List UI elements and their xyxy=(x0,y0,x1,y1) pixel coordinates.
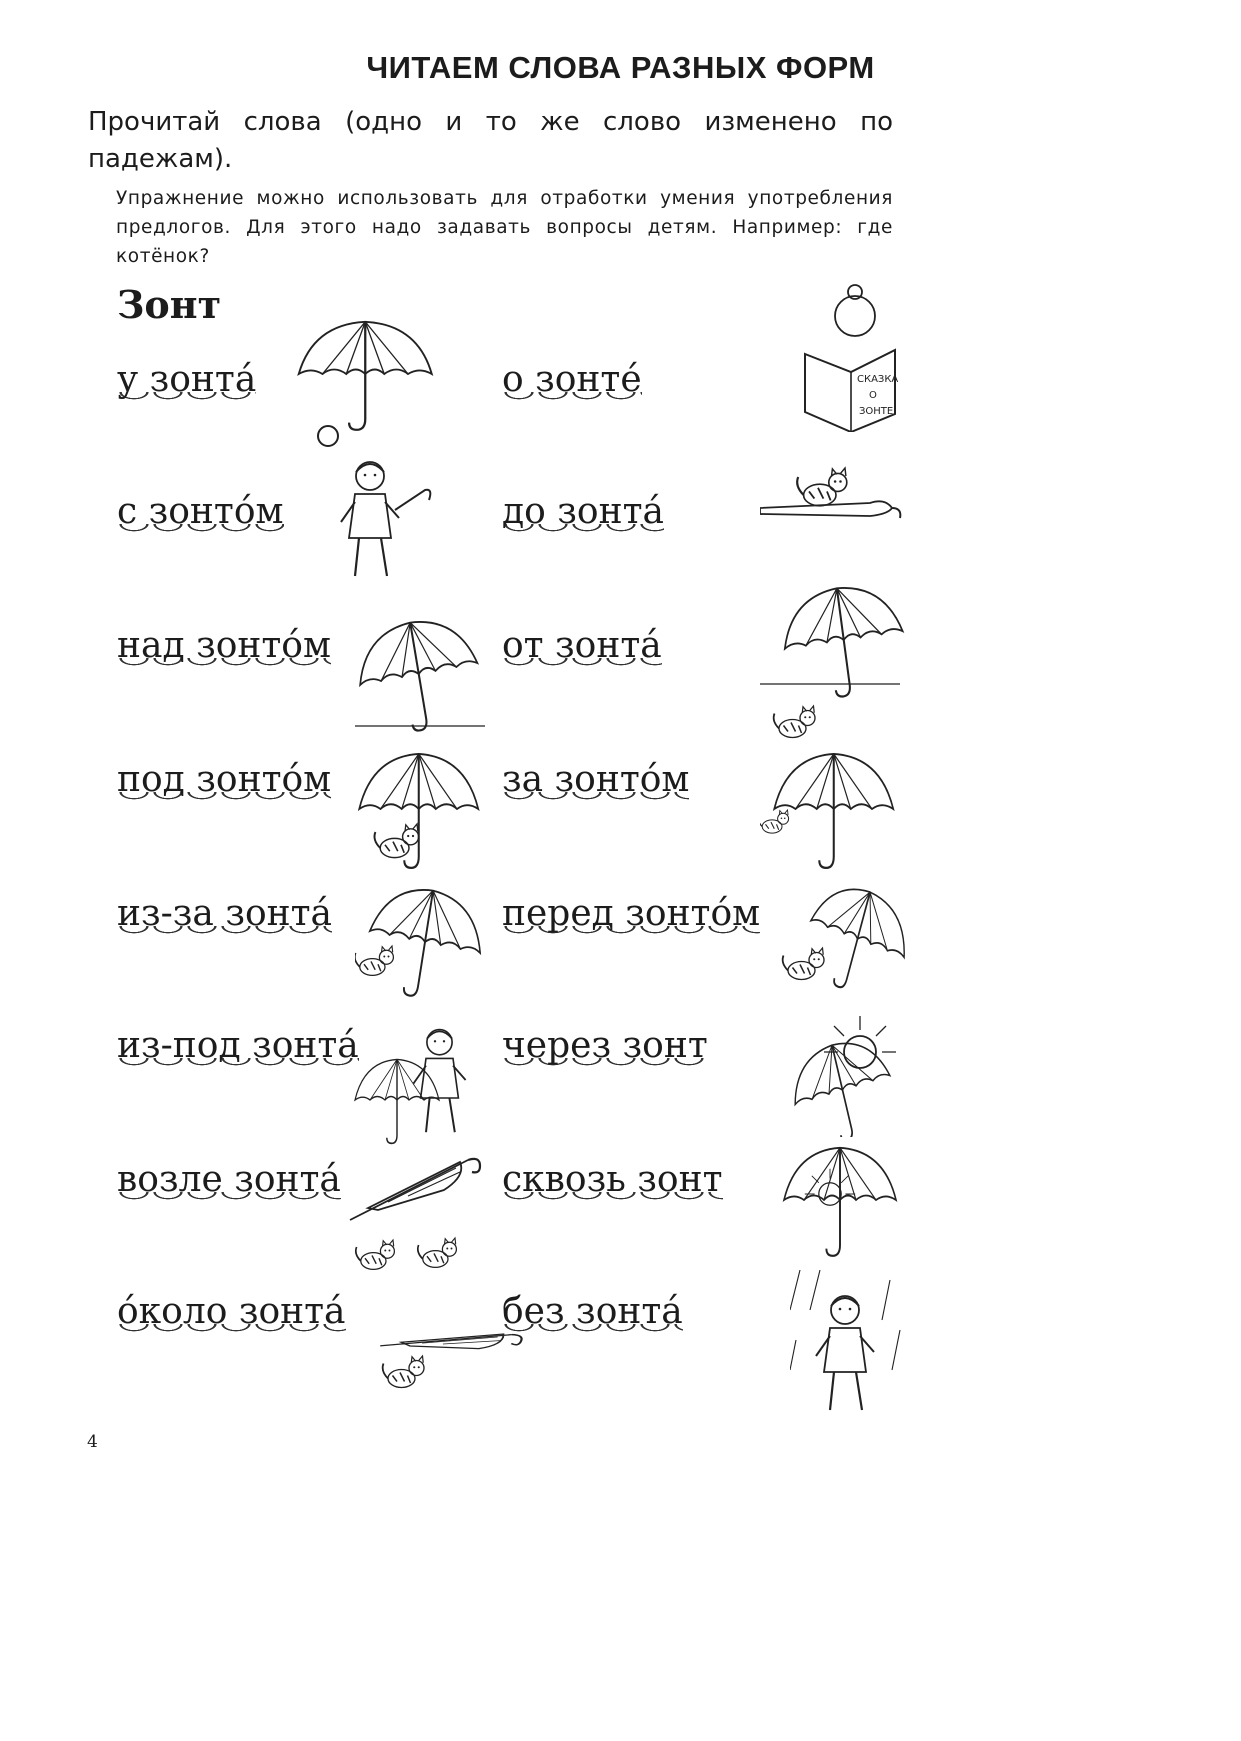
phrase-right-3 xyxy=(502,624,662,672)
phrase-text: возле зонта́ xyxy=(117,1158,341,1206)
phrase-right-1 xyxy=(502,358,642,406)
phrase-right-7 xyxy=(502,1158,723,1206)
kitten-on-closed-umbrella-icon xyxy=(760,458,905,568)
phrase-text: без зонта́ xyxy=(502,1290,683,1338)
kitten-in-front-of-umbrella-icon xyxy=(775,888,915,1008)
phrase-left-6 xyxy=(117,1024,359,1072)
phrase-left-7 xyxy=(117,1158,341,1206)
umbrella-with-ball-icon xyxy=(290,318,440,448)
phrase-text: от зонта́ xyxy=(502,624,662,672)
phrase-text: до зонта́ xyxy=(502,490,664,538)
phrase-text: о зонте́ xyxy=(502,358,642,406)
phrase-text: у зонта́ xyxy=(117,358,256,406)
phrase-text: из-за зонта́ xyxy=(117,892,332,940)
phrase-text: над зонто́м xyxy=(117,624,331,672)
kitten-running-from-umbrella-icon xyxy=(760,586,910,746)
phrase-text: сквозь зонт xyxy=(502,1158,723,1206)
phrase-text: перед зонто́м xyxy=(502,892,760,940)
phrase-left-2 xyxy=(117,490,284,538)
page-number: 4 xyxy=(87,1432,98,1452)
girl-in-rain-without-umbrella-icon xyxy=(790,1270,910,1420)
phrase-text: с зонто́м xyxy=(117,490,284,538)
book-cover-preposition: О xyxy=(869,390,877,401)
kitten-behind-umbrella-icon xyxy=(355,888,485,1008)
phrase-left-4 xyxy=(117,758,331,806)
section-heading: Зонт xyxy=(117,282,222,327)
book-cover-word: ЗОНТЕ xyxy=(859,406,894,417)
kitten-by-closed-umbrella-icon xyxy=(375,1300,525,1400)
book-cover-title: СКАЗКА xyxy=(857,374,899,385)
kitten-under-umbrella-icon xyxy=(355,752,485,882)
phrase-right-6 xyxy=(502,1024,708,1072)
phrase-right-8 xyxy=(502,1290,683,1338)
phrase-text: о́коло зонта́ xyxy=(117,1290,346,1338)
sun-through-umbrella-icon xyxy=(790,1012,910,1137)
sun-through-umbrella-icon xyxy=(780,1146,910,1271)
teacher-note: Упражнение можно использовать для отработки умения употребления предлогов. Для этого надо задавать вопросы детям. Например: где котёнок? xyxy=(116,188,893,267)
phrase-right-2 xyxy=(502,490,664,538)
phrase-right-4 xyxy=(502,758,689,806)
phrase-text: через зонт xyxy=(502,1024,708,1072)
girl-with-open-umbrella-icon xyxy=(352,1018,482,1168)
kitten-behind-umbrella-icon xyxy=(760,752,900,882)
phrase-text: за зонто́м xyxy=(502,758,689,806)
girl-reading-book-icon xyxy=(795,282,905,432)
girl-walking-with-umbrella-icon xyxy=(325,450,435,600)
phrase-text: под зонто́м xyxy=(117,758,331,806)
phrase-text: из-под зонта́ xyxy=(117,1024,359,1072)
phrase-left-3 xyxy=(117,624,331,672)
phrase-left-1 xyxy=(117,358,256,406)
phrase-left-8 xyxy=(117,1290,346,1338)
kittens-near-closed-umbrella-icon xyxy=(340,1150,490,1290)
phrase-left-5 xyxy=(117,892,332,940)
instruction-text: Прочитай слова (одно и то же слово изменено по падежам). xyxy=(88,107,893,174)
phrase-right-5 xyxy=(502,892,760,940)
page-title: ЧИТАЕМ СЛОВА РАЗНЫХ ФОРМ xyxy=(366,50,875,85)
umbrella-above-line-icon xyxy=(355,620,485,740)
